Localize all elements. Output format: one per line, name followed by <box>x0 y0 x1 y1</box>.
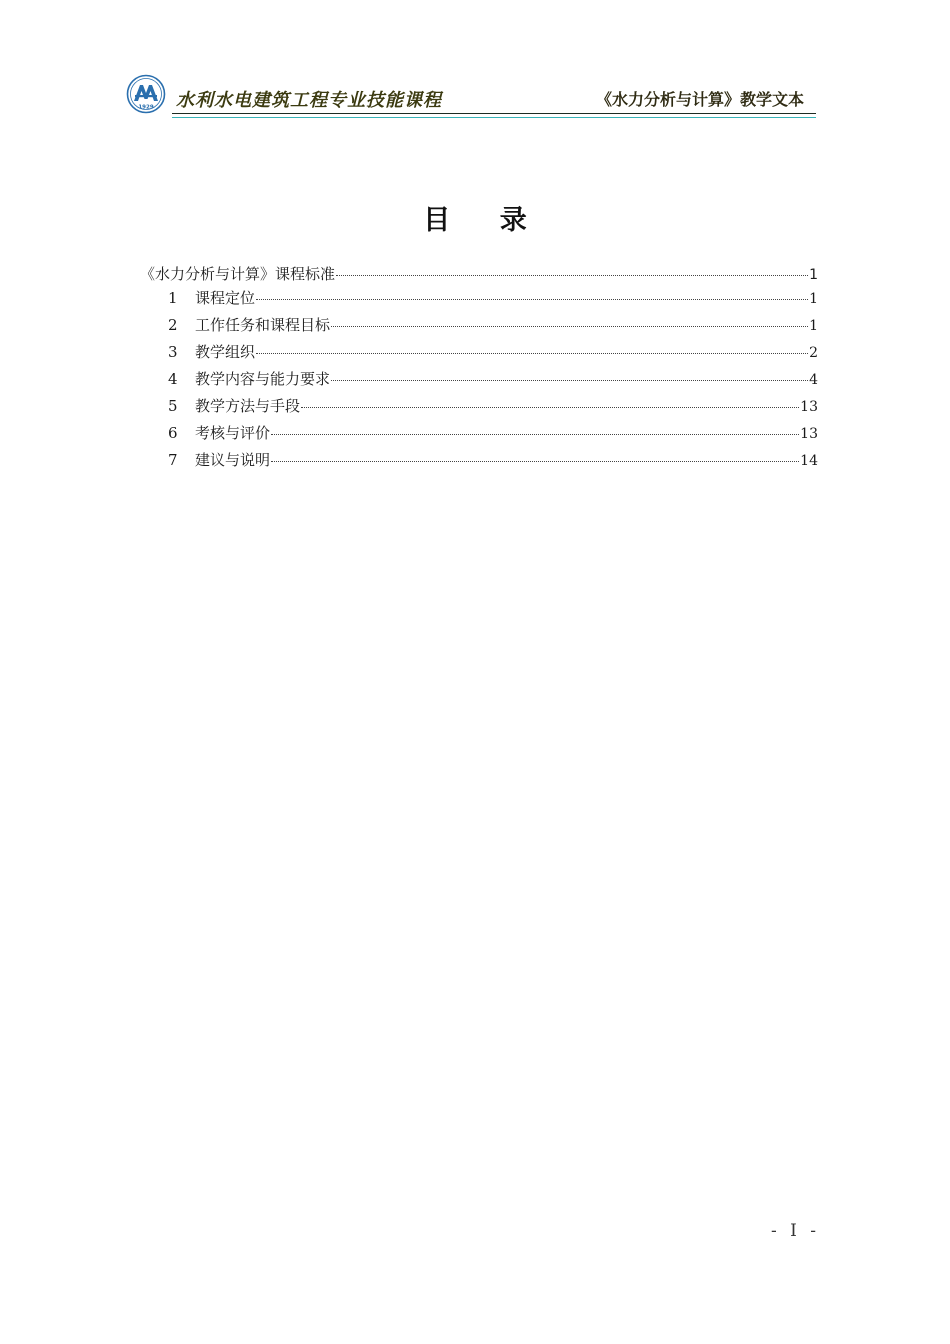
toc-dot-leader <box>336 275 808 276</box>
footer-page-number: - I - <box>770 1221 820 1241</box>
toc-entry-text: 教学组织 <box>195 343 256 361</box>
toc-dot-leader <box>271 461 799 462</box>
toc-entry-number: 2 <box>168 316 178 334</box>
toc-entry-4[interactable] <box>140 368 818 395</box>
toc-entry-number: 4 <box>168 370 178 388</box>
toc-entry-page: 2 <box>809 345 818 361</box>
toc-dot-leader <box>331 380 808 381</box>
toc-entry-course-standard[interactable] <box>140 263 818 287</box>
toc-entry-text: 建议与说明 <box>195 451 271 469</box>
toc-dot-leader <box>256 299 808 300</box>
toc-entry-page: 1 <box>809 267 818 283</box>
toc-entry-1[interactable] <box>140 287 818 314</box>
toc-entry-number: 6 <box>168 424 178 442</box>
toc-entry-page: 1 <box>809 318 818 334</box>
toc-entry-number: 7 <box>168 451 178 469</box>
toc-entry-text: 教学方法与手段 <box>195 397 301 415</box>
logo-year: 1929 <box>138 104 154 111</box>
toc-entry-page: 4 <box>809 372 818 388</box>
header-rule-teal <box>172 117 816 118</box>
toc-entry-page: 13 <box>800 399 818 415</box>
toc-entry-text: 课程定位 <box>195 289 256 307</box>
toc-dot-leader <box>331 326 808 327</box>
header-document-title: 《水力分析与计算》教学文本 <box>595 90 804 109</box>
school-logo-icon <box>126 74 166 114</box>
toc-entry-page: 14 <box>800 453 818 469</box>
table-of-contents <box>140 263 818 476</box>
toc-dot-leader <box>301 407 799 408</box>
toc-entry-5[interactable] <box>140 395 818 422</box>
toc-entry-number: 5 <box>168 397 178 415</box>
toc-entry-3[interactable] <box>140 341 818 368</box>
toc-entry-page: 13 <box>800 426 818 442</box>
toc-heading: 目 录 <box>423 205 547 236</box>
toc-dot-leader <box>271 434 799 435</box>
page-header <box>126 72 816 122</box>
toc-entry-page: 1 <box>809 291 818 307</box>
toc-entry-number: 1 <box>168 289 178 307</box>
toc-entry-text: 《水力分析与计算》课程标准 <box>140 265 336 283</box>
toc-entry-2[interactable] <box>140 314 818 341</box>
toc-entry-text: 工作任务和课程目标 <box>195 316 331 334</box>
toc-entry-text: 教学内容与能力要求 <box>195 370 331 388</box>
toc-entry-text: 考核与评价 <box>195 424 271 442</box>
header-rule-dark <box>172 113 816 114</box>
toc-entry-number: 3 <box>168 343 178 361</box>
header-course-series-title: 水利水电建筑工程专业技能课程 <box>176 90 442 111</box>
toc-dot-leader <box>256 353 808 354</box>
toc-entry-7[interactable] <box>140 449 818 476</box>
toc-entry-6[interactable] <box>140 422 818 449</box>
